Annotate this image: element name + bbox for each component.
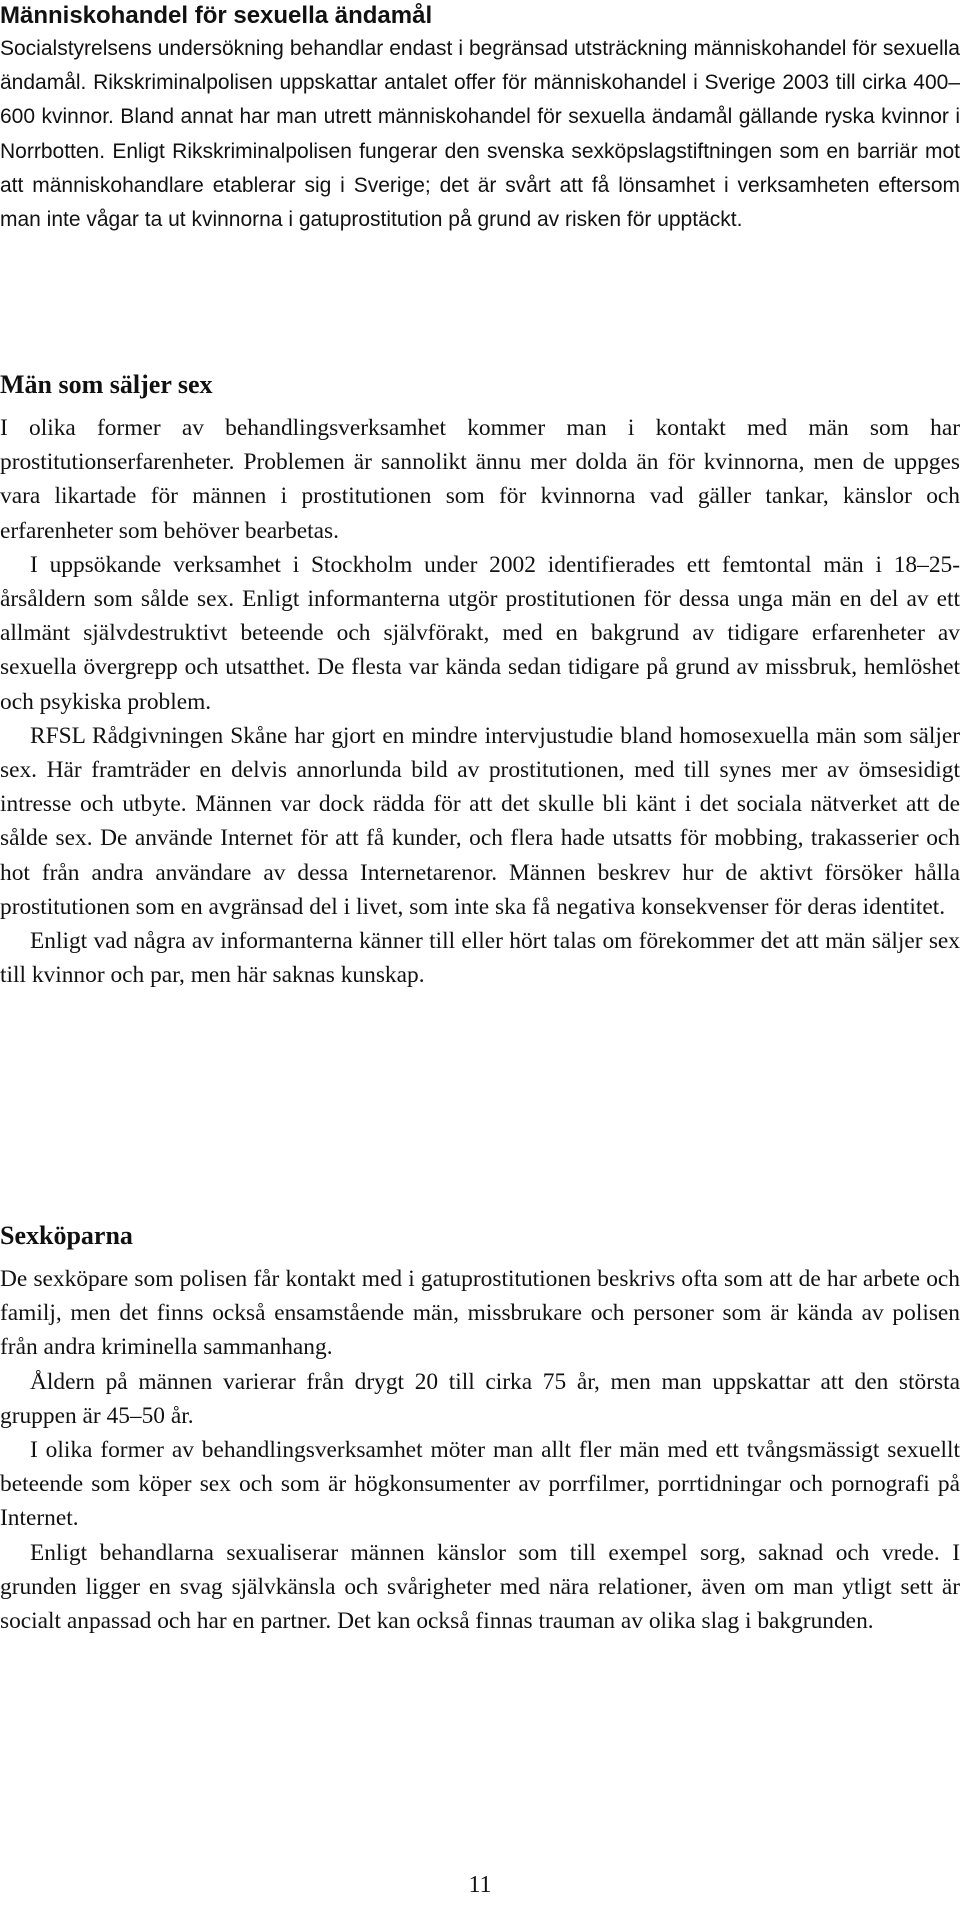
paragraph: RFSL Rådgivningen Skåne har gjort en mindre intervjustudie bland homosexuella män som säljer sex. Här framträder en delvis annorlunda bild av prostitutionen, med till synes mer av ömsesidigt intresse och utbyte. Männen var dock rädda för att det skulle bli känt i det sociala nätverket att de sålde sex. De använde Internet för att få kunder, och flera hade utsatts för mobbing, trakasserier och hot från andra användare av dessa Internetarenor. Männen beskrev hur de aktivt försöker hålla prostitutionen som en avgränsad del i livet, som inte ska få negativa konsekvenser för deras identitet. — [0, 722, 960, 920]
paragraph: I uppsökande verksamhet i Stockholm under 2002 identifierades ett femtontal män i 18–25-årsåldern som sålde sex. Enligt informanterna utgör prostitutionen för dessa unga män en del av ett allmänt självdestruktivt beteende och självförakt, med en bakgrund av tidigare erfarenheter av sexuella övergrepp och utsatthet. De flesta var kända sedan tidigare på grund av missbruk, hemlöshet och psykiska problem. — [0, 551, 960, 715]
spacer — [0, 402, 960, 411]
paragraph: Åldern på männen varierar från drygt 20 till cirka 75 år, men man uppskattar att den största gruppen är 45–50 år. — [0, 1368, 960, 1429]
section-heading: Människohandel för sexuella ändamål — [0, 2, 433, 29]
section-manniskohandel — [0, 0, 960, 237]
paragraph: Socialstyrelsens undersökning behandlar endast i begränsad utsträckning människohandel för sexuella ändamål. Rikskriminalpolisen uppskattar antalet offer för människohandel i Sverige 2003 till cirka 400–600 kvinnor. Bland annat har man utrett människohandel för sexuella ändamål gällande ryska kvinnor i Norrbotten. Enligt Rikskriminalpolisen fungerar den svenska sexköpslagstiftningen som en barriär mot att människohandlare etablerar sig i Sverige; det är svårt att få lönsamhet i verksamheten eftersom man inte vågar ta ut kvinnorna i gatuprostitution på grund av risken för upptäckt. — [0, 37, 960, 232]
paragraph: De sexköpare som polisen får kontakt med i gatuprostitutionen beskrivs ofta som att de har arbete och familj, men det finns också ensamstående män, missbrukare och personer som är kända av polisen från andra kriminella sammanhang. — [0, 1266, 960, 1361]
section-heading: Sexköparna — [0, 1221, 133, 1250]
page-number: 11 — [468, 1872, 492, 1898]
section-sexkoparna — [0, 1219, 960, 1638]
paragraph: I olika former av behandlingsverksamhet möter man allt fler män med ett tvångsmässigt sexuellt beteende som köper sex och som är högkonsumenter av porrfilmer, porrtidningar och pornografi på Internet. — [0, 1437, 960, 1532]
section-heading: Män som säljer sex — [0, 370, 213, 399]
section-man-som-saljer-sex — [0, 368, 960, 992]
spacer — [0, 1253, 960, 1262]
paragraph: Enligt behandlarna sexualiserar männen känslor som till exempel sorg, saknad och vrede. I grunden ligger en svag självkänsla och svårigheter med nära relationer, även om man ytligt sett är socialt anpassad och har en partner. Det kan också finnas trauman av olika slag i bakgrunden. — [0, 1539, 960, 1635]
paragraph: Enligt vad några av informanterna känner till eller hört talas om förekommer det att män säljer sex till kvinnor och par, men här saknas kunskap. — [0, 928, 960, 989]
paragraph: I olika former av behandlingsverksamhet kommer man i kontakt med män som har prostitutionserfarenheter. Problemen är sannolikt ännu mer dolda än för kvinnorna, men de uppges vara likartade för männen i prostitutionen som för kvinnorna vad gäller tankar, känslor och erfarenheter som behöver bearbetas. — [0, 415, 960, 544]
